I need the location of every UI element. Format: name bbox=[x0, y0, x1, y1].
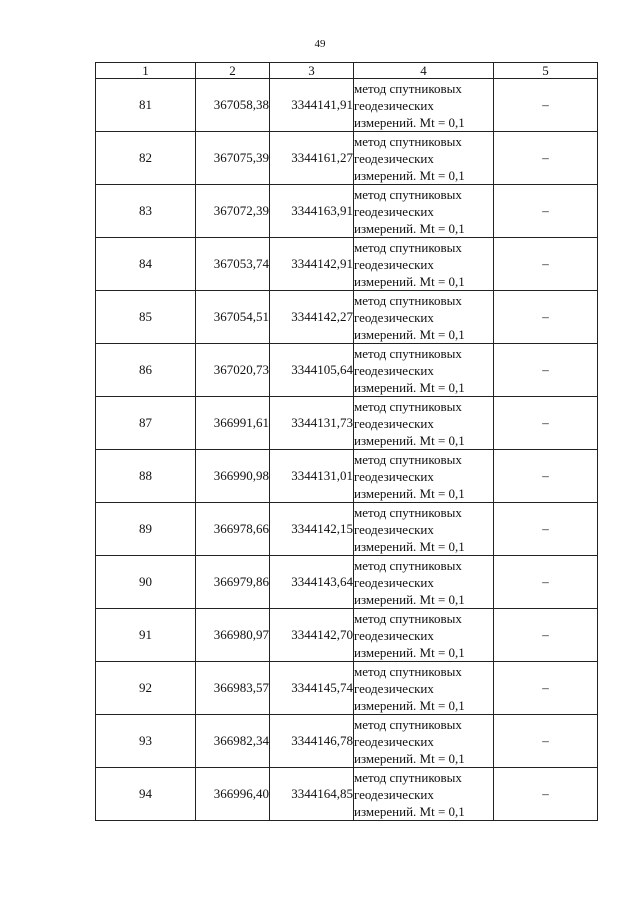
method-cell: метод спутниковых геодезических измерений. Mt = 0,1 bbox=[354, 450, 494, 503]
point-number-cell: 94 bbox=[96, 768, 196, 821]
y-coordinate-cell: 3344164,85 bbox=[270, 768, 354, 821]
x-coordinate-cell: 367054,51 bbox=[196, 291, 270, 344]
note-cell: – bbox=[494, 503, 598, 556]
y-coordinate-cell: 3344105,64 bbox=[270, 344, 354, 397]
y-coordinate-cell: 3344131,01 bbox=[270, 450, 354, 503]
point-number-cell: 93 bbox=[96, 715, 196, 768]
method-cell: метод спутниковых геодезических измерений. Mt = 0,1 bbox=[354, 556, 494, 609]
table-row bbox=[96, 503, 598, 556]
y-coordinate-cell: 3344163,91 bbox=[270, 185, 354, 238]
y-coordinate-cell: 3344141,91 bbox=[270, 79, 354, 132]
y-coordinate-cell: 3344146,78 bbox=[270, 715, 354, 768]
note-cell: – bbox=[494, 450, 598, 503]
y-coordinate-cell: 3344142,27 bbox=[270, 291, 354, 344]
x-coordinate-cell: 366982,34 bbox=[196, 715, 270, 768]
note-cell: – bbox=[494, 556, 598, 609]
method-cell: метод спутниковых геодезических измерений. Mt = 0,1 bbox=[354, 79, 494, 132]
x-coordinate-cell: 366979,86 bbox=[196, 556, 270, 609]
point-number-cell: 88 bbox=[96, 450, 196, 503]
table-row bbox=[96, 132, 598, 185]
point-number-cell: 84 bbox=[96, 238, 196, 291]
header-col-2: 2 bbox=[196, 63, 270, 79]
header-col-1: 1 bbox=[96, 63, 196, 79]
point-number-cell: 92 bbox=[96, 662, 196, 715]
x-coordinate-cell: 366983,57 bbox=[196, 662, 270, 715]
point-number-cell: 90 bbox=[96, 556, 196, 609]
table-header bbox=[96, 63, 598, 79]
note-cell: – bbox=[494, 185, 598, 238]
method-cell: метод спутниковых геодезических измерений. Mt = 0,1 bbox=[354, 344, 494, 397]
table-body bbox=[96, 79, 598, 821]
y-coordinate-cell: 3344143,64 bbox=[270, 556, 354, 609]
x-coordinate-cell: 366978,66 bbox=[196, 503, 270, 556]
x-coordinate-cell: 366980,97 bbox=[196, 609, 270, 662]
point-number-cell: 91 bbox=[96, 609, 196, 662]
method-cell: метод спутниковых геодезических измерений. Mt = 0,1 bbox=[354, 291, 494, 344]
y-coordinate-cell: 3344131,73 bbox=[270, 397, 354, 450]
x-coordinate-cell: 366991,61 bbox=[196, 397, 270, 450]
y-coordinate-cell: 3344145,74 bbox=[270, 662, 354, 715]
point-number-cell: 87 bbox=[96, 397, 196, 450]
table-row bbox=[96, 397, 598, 450]
coordinates-table bbox=[95, 62, 598, 821]
x-coordinate-cell: 366996,40 bbox=[196, 768, 270, 821]
header-col-5: 5 bbox=[494, 63, 598, 79]
table-row bbox=[96, 291, 598, 344]
method-cell: метод спутниковых геодезических измерений. Mt = 0,1 bbox=[354, 503, 494, 556]
method-cell: метод спутниковых геодезических измерений. Mt = 0,1 bbox=[354, 768, 494, 821]
note-cell: – bbox=[494, 662, 598, 715]
note-cell: – bbox=[494, 79, 598, 132]
table-row bbox=[96, 238, 598, 291]
method-cell: метод спутниковых геодезических измерений. Mt = 0,1 bbox=[354, 397, 494, 450]
point-number-cell: 89 bbox=[96, 503, 196, 556]
table-row bbox=[96, 609, 598, 662]
point-number-cell: 85 bbox=[96, 291, 196, 344]
point-number-cell: 86 bbox=[96, 344, 196, 397]
method-cell: метод спутниковых геодезических измерений. Mt = 0,1 bbox=[354, 185, 494, 238]
page-number: 49 bbox=[314, 38, 326, 50]
header-row bbox=[96, 63, 598, 79]
point-number-cell: 82 bbox=[96, 132, 196, 185]
method-cell: метод спутниковых геодезических измерений. Mt = 0,1 bbox=[354, 662, 494, 715]
y-coordinate-cell: 3344161,27 bbox=[270, 132, 354, 185]
x-coordinate-cell: 367072,39 bbox=[196, 185, 270, 238]
y-coordinate-cell: 3344142,91 bbox=[270, 238, 354, 291]
x-coordinate-cell: 367075,39 bbox=[196, 132, 270, 185]
method-cell: метод спутниковых геодезических измерений. Mt = 0,1 bbox=[354, 715, 494, 768]
table-row bbox=[96, 662, 598, 715]
y-coordinate-cell: 3344142,70 bbox=[270, 609, 354, 662]
method-cell: метод спутниковых геодезических измерений. Mt = 0,1 bbox=[354, 609, 494, 662]
header-col-4: 4 bbox=[354, 63, 494, 79]
x-coordinate-cell: 367020,73 bbox=[196, 344, 270, 397]
x-coordinate-cell: 367053,74 bbox=[196, 238, 270, 291]
note-cell: – bbox=[494, 291, 598, 344]
table-row bbox=[96, 344, 598, 397]
table-row bbox=[96, 768, 598, 821]
note-cell: – bbox=[494, 344, 598, 397]
table-row bbox=[96, 715, 598, 768]
y-coordinate-cell: 3344142,15 bbox=[270, 503, 354, 556]
table-row bbox=[96, 450, 598, 503]
note-cell: – bbox=[494, 397, 598, 450]
point-number-cell: 83 bbox=[96, 185, 196, 238]
x-coordinate-cell: 366990,98 bbox=[196, 450, 270, 503]
note-cell: – bbox=[494, 609, 598, 662]
note-cell: – bbox=[494, 132, 598, 185]
header-col-3: 3 bbox=[270, 63, 354, 79]
table-row bbox=[96, 79, 598, 132]
x-coordinate-cell: 367058,38 bbox=[196, 79, 270, 132]
table-row bbox=[96, 185, 598, 238]
note-cell: – bbox=[494, 768, 598, 821]
note-cell: – bbox=[494, 715, 598, 768]
table-row bbox=[96, 556, 598, 609]
note-cell: – bbox=[494, 238, 598, 291]
point-number-cell: 81 bbox=[96, 79, 196, 132]
method-cell: метод спутниковых геодезических измерений. Mt = 0,1 bbox=[354, 132, 494, 185]
method-cell: метод спутниковых геодезических измерений. Mt = 0,1 bbox=[354, 238, 494, 291]
